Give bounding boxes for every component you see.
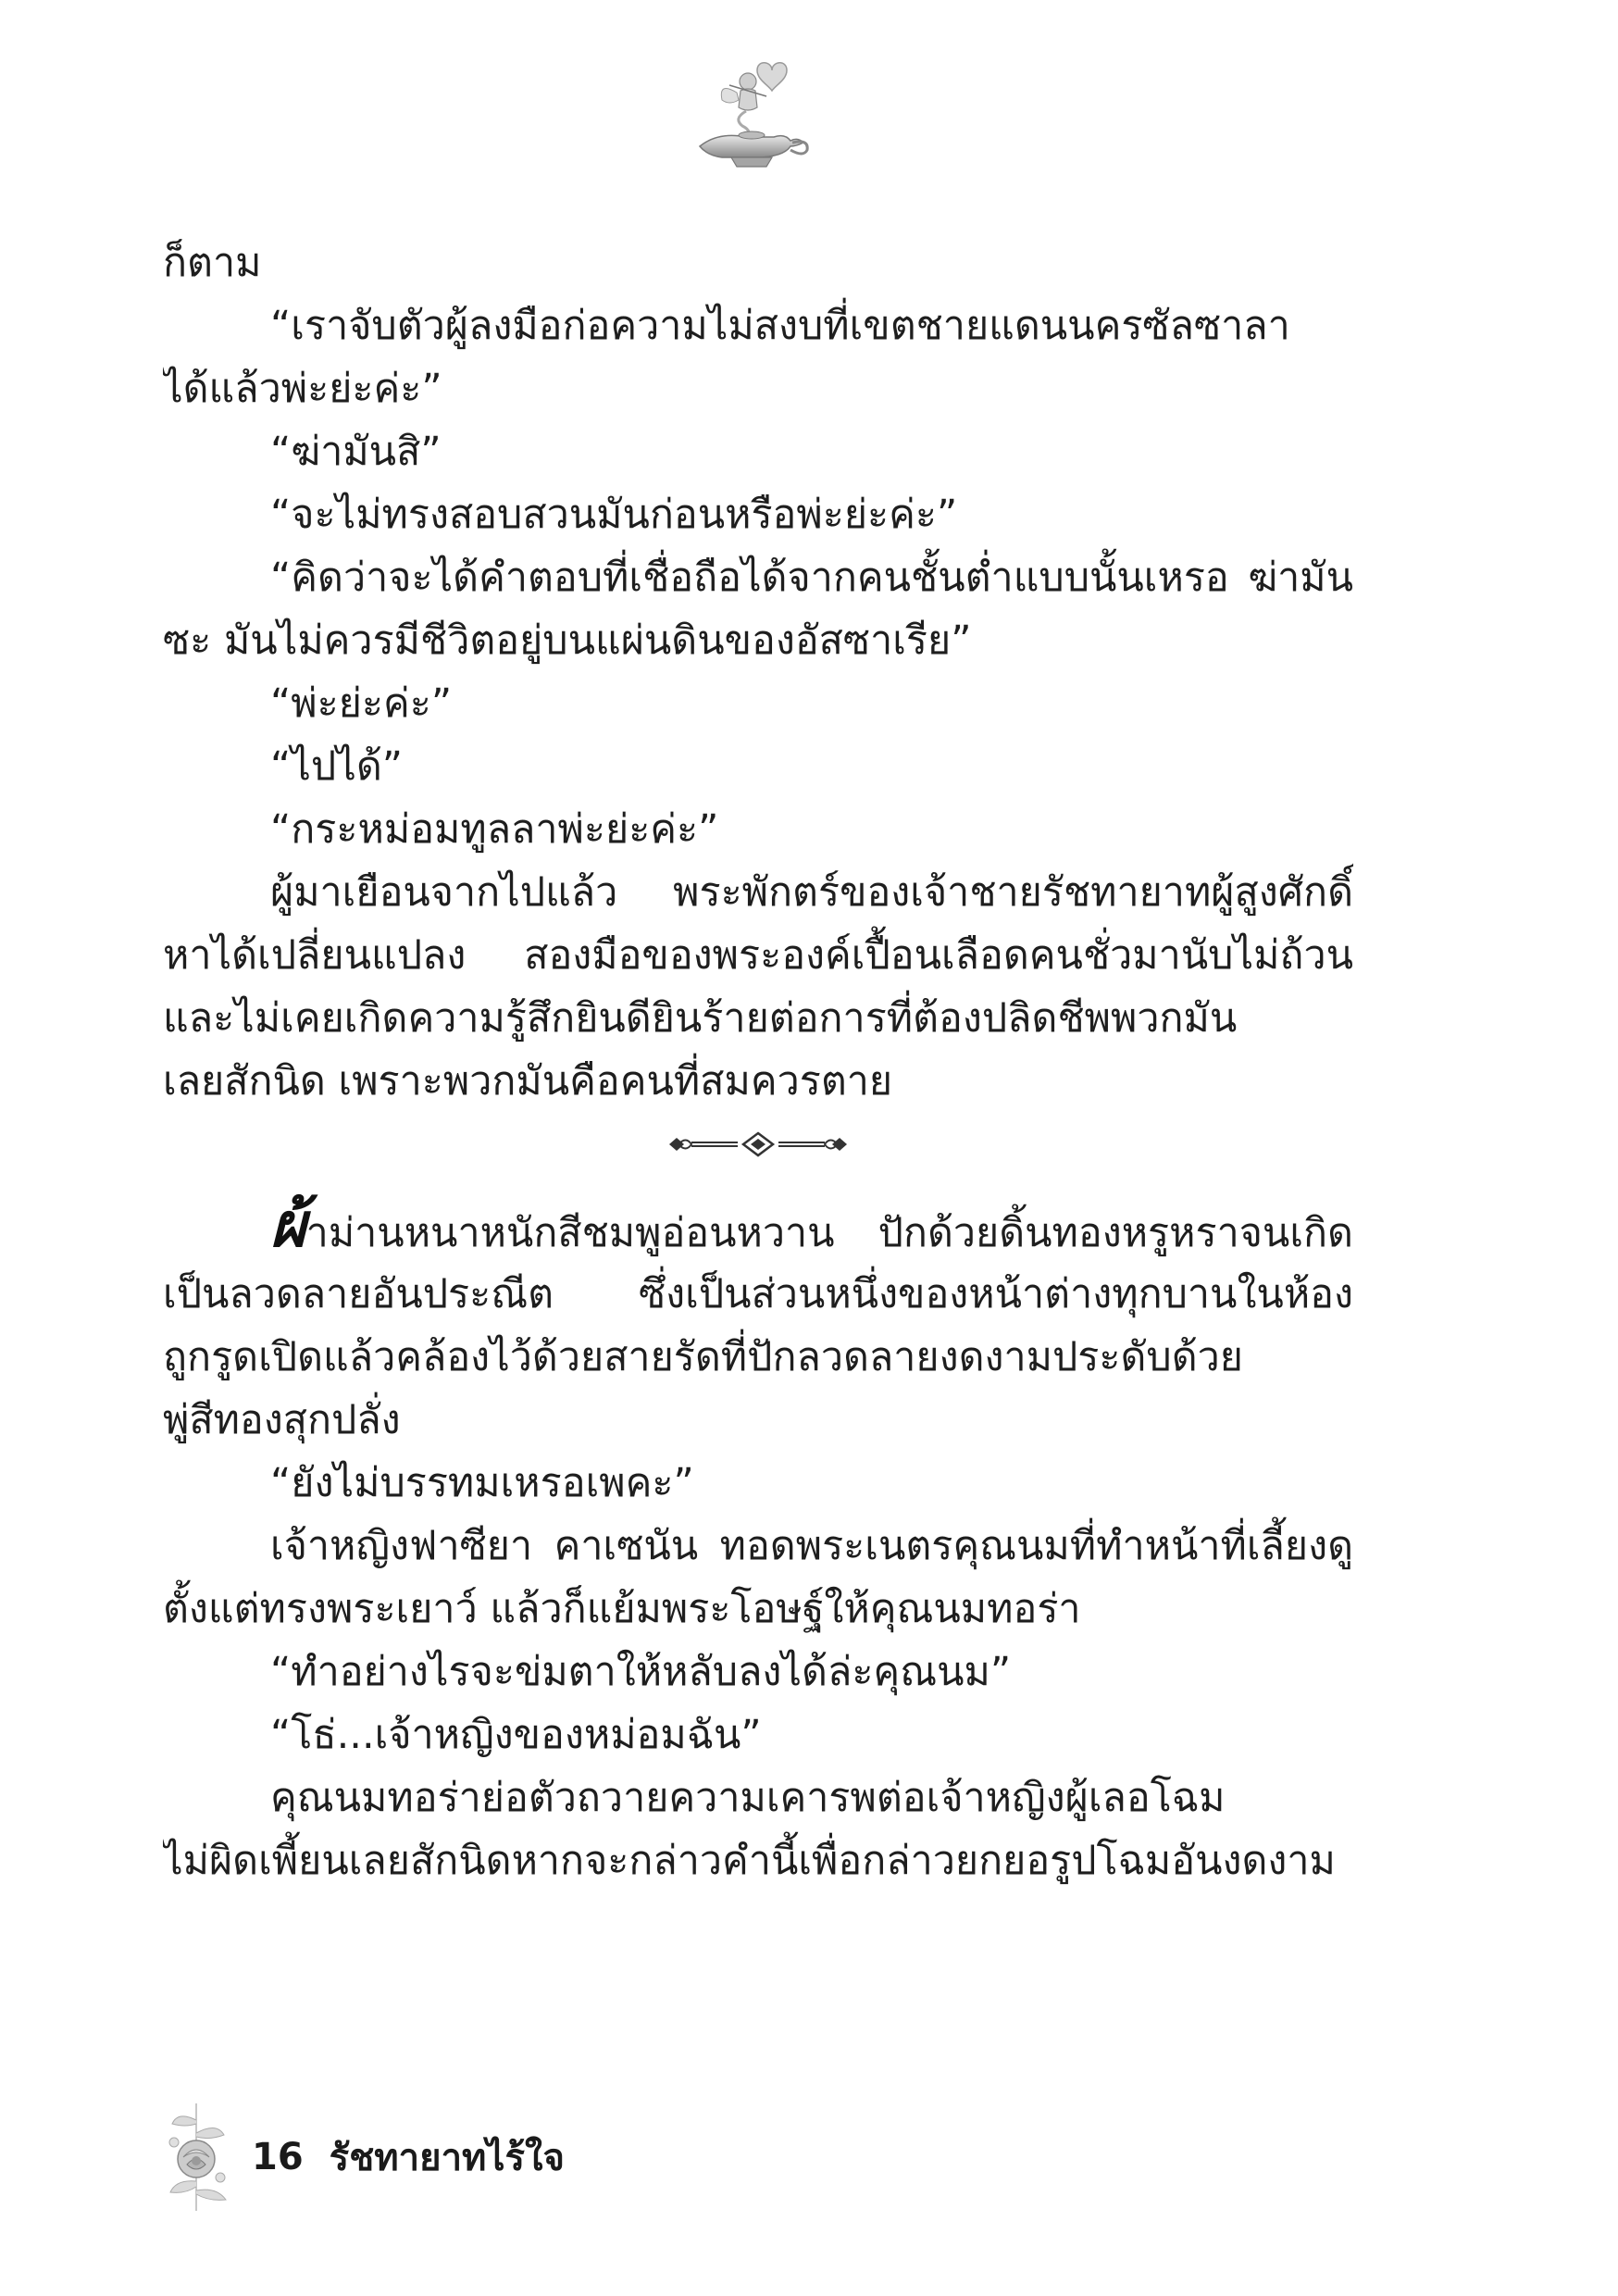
body-text (163, 231, 1353, 1892)
text-line: คุณนมทอร่าย่อตัวถวายความเคารพต่อเจ้าหญิงผู้เลอโฉม (270, 1775, 1226, 1821)
text-line: ก็ตาม (163, 240, 262, 286)
dropcap-rest: าม่านหนาหนักสีชมพูอ่อนหวาน ปักด้วยดิ้นทองหรูหราจนเกิด (305, 1210, 1353, 1256)
text-line: “เราจับตัวผู้ลงมือก่อความไม่สงบที่เขตชายแดนนครซัลซาลา (270, 303, 1290, 349)
page-footer (159, 2102, 565, 2213)
dropcap-letter: ผ้ (270, 1190, 306, 1261)
text-line: “จะไม่ทรงสอบสวนมันก่อนหรือพ่ะย่ะค่ะ” (270, 492, 958, 538)
text-line: “ทำอย่างไรจะข่มตาให้หลับลงได้ล่ะคุณนม” (270, 1649, 1012, 1695)
book-title: รัชทายาทไร้ใจ (329, 2137, 565, 2179)
text-line: “ฆ่ามันสิ” (270, 429, 442, 475)
text-line: ตั้งแต่ทรงพระเยาว์ แล้วก็แย้มพระโอษฐ์ให้คุณนมทอร่า (163, 1586, 1081, 1632)
scroll-divider-icon (666, 1130, 851, 1158)
text-line: ได้แล้วพ่ะย่ะค่ะ” (163, 366, 442, 412)
text-line: ผู้มาเยือนจากไปแล้ว พระพักตร์ของเจ้าชายรัชทายาทผู้สูงศักดิ์ (270, 869, 1353, 916)
text-line: เลยสักนิด เพราะพวกมันคือคนที่สมควรตาย (163, 1058, 893, 1104)
text-line: เจ้าหญิงฟาซียา คาเซนัน ทอดพระเนตรคุณนมที่ทำหน้าที่เลี้ยงดู (270, 1523, 1353, 1569)
text-line: ซะ มันไม่ควรมีชีวิตอยู่บนแผ่นดินของอัสซาเรีย” (163, 618, 972, 664)
text-line: ถูกรูดเปิดแล้วคล้องไว้ด้วยสายรัดที่ปักลวดลายงดงามประดับด้วย (163, 1334, 1243, 1380)
text-line: หาได้เปลี่ยนแปลง สองมือของพระองค์เปื้อนเลือดคนชั่วมานับไม่ถ้วน (163, 932, 1353, 979)
section-divider (163, 1113, 1353, 1176)
text-line: ไม่ผิดเพี้ยนเลยสักนิดหากจะกล่าวคำนี้เพื่อกล่าวยกยอรูปโฉมอันงดงาม (163, 1838, 1336, 1884)
cupid-genie-lamp-ornament-icon (681, 54, 820, 174)
text-line: “ยังไม่บรรทมเหรอเพคะ” (270, 1460, 694, 1506)
text-line: “คิดว่าจะได้คำตอบที่เชื่อถือได้จากคนชั้นต่ำแบบนั้นเหรอ ฆ่ามัน (270, 555, 1353, 601)
dropcap-paragraph-line (163, 1189, 1353, 1263)
page-number: 16 (252, 2136, 304, 2178)
text-line: “ไปได้” (270, 743, 404, 790)
text-line: และไม่เคยเกิดความรู้สึกยินดียินร้ายต่อการที่ต้องปลิดชีพพวกมัน (163, 995, 1238, 1042)
text-line: “พ่ะย่ะค่ะ” (270, 680, 453, 727)
text-line: พู่สีทองสุกปลั่ง (163, 1397, 401, 1443)
text-line: “โธ่...เจ้าหญิงของหม่อมฉัน” (270, 1712, 762, 1758)
rose-ornament-icon (159, 2102, 237, 2213)
text-line: เป็นลวดลายอันประณีต ซึ่งเป็นส่วนหนึ่งของหน้าต่างทุกบานในห้อง (163, 1271, 1353, 1317)
text-line: “กระหม่อมทูลลาพ่ะย่ะค่ะ” (270, 806, 719, 853)
